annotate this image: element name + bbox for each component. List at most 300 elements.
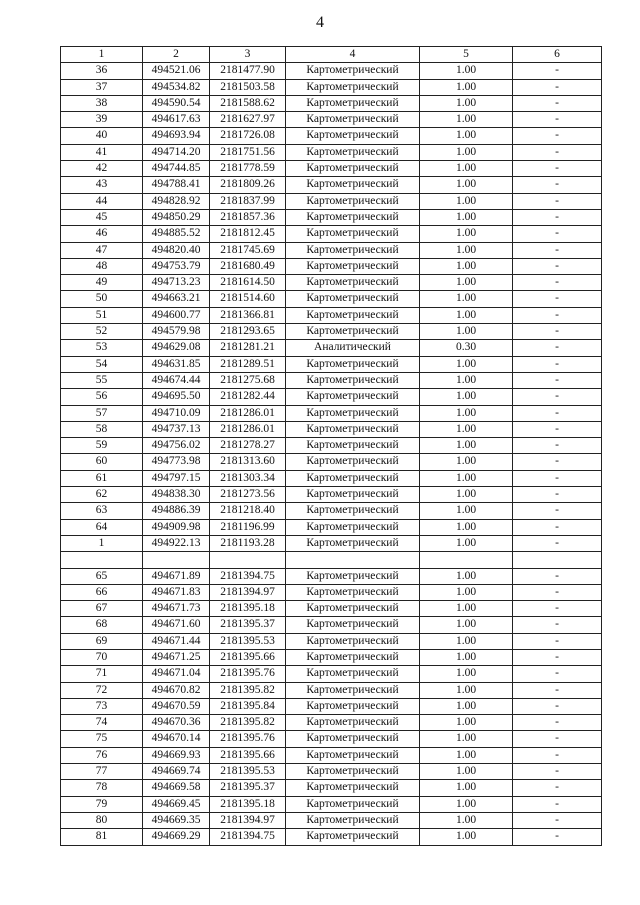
method-cell: Картометрический: [286, 405, 420, 421]
accuracy-cell: 1.00: [420, 731, 513, 747]
x-coordinate-cell: 494534.82: [143, 79, 210, 95]
note-cell: -: [513, 829, 602, 845]
x-coordinate-cell: 494838.30: [143, 487, 210, 503]
note-cell: -: [513, 731, 602, 747]
note-cell: -: [513, 372, 602, 388]
accuracy-cell: 1.00: [420, 226, 513, 242]
x-coordinate-cell: 494693.94: [143, 128, 210, 144]
method-cell: Картометрический: [286, 372, 420, 388]
accuracy-cell: 1.00: [420, 421, 513, 437]
point-number-cell: 52: [61, 324, 143, 340]
y-coordinate-cell: [210, 552, 286, 568]
x-coordinate-cell: 494671.04: [143, 666, 210, 682]
method-cell: [286, 552, 420, 568]
x-coordinate-cell: 494909.98: [143, 519, 210, 535]
method-cell: Картометрический: [286, 649, 420, 665]
note-cell: -: [513, 63, 602, 79]
table-row: [61, 796, 602, 812]
method-cell: Картометрический: [286, 747, 420, 763]
point-number-cell: 74: [61, 715, 143, 731]
x-coordinate-cell: 494670.36: [143, 715, 210, 731]
accuracy-cell: 1.00: [420, 601, 513, 617]
coordinates-table: [60, 46, 602, 846]
method-cell: Картометрический: [286, 307, 420, 323]
point-number-cell: 54: [61, 356, 143, 372]
table-row: [61, 356, 602, 372]
point-number-cell: 44: [61, 193, 143, 209]
point-number-cell: 76: [61, 747, 143, 763]
y-coordinate-cell: 2181394.75: [210, 568, 286, 584]
x-coordinate-cell: 494590.54: [143, 95, 210, 111]
y-coordinate-cell: 2181395.66: [210, 747, 286, 763]
x-coordinate-cell: 494820.40: [143, 242, 210, 258]
note-cell: -: [513, 258, 602, 274]
y-coordinate-cell: 2181394.97: [210, 584, 286, 600]
note-cell: -: [513, 405, 602, 421]
table-row: [61, 275, 602, 291]
method-cell: Картометрический: [286, 568, 420, 584]
y-coordinate-cell: 2181218.40: [210, 503, 286, 519]
point-number-cell: 46: [61, 226, 143, 242]
table-row: [61, 438, 602, 454]
x-coordinate-cell: 494671.25: [143, 649, 210, 665]
page-number: 4: [316, 14, 324, 31]
table-row: [61, 242, 602, 258]
table-row: [61, 177, 602, 193]
x-coordinate-cell: 494744.85: [143, 161, 210, 177]
accuracy-cell: 1.00: [420, 112, 513, 128]
point-number-cell: 78: [61, 780, 143, 796]
method-cell: Картометрический: [286, 519, 420, 535]
point-number-cell: 81: [61, 829, 143, 845]
x-coordinate-cell: 494714.20: [143, 144, 210, 160]
accuracy-cell: 1.00: [420, 747, 513, 763]
note-cell: -: [513, 421, 602, 437]
x-coordinate-cell: 494669.58: [143, 780, 210, 796]
x-coordinate-cell: 494713.23: [143, 275, 210, 291]
point-number-cell: 50: [61, 291, 143, 307]
x-coordinate-cell: 494671.60: [143, 617, 210, 633]
note-cell: -: [513, 454, 602, 470]
table-row: [61, 617, 602, 633]
accuracy-cell: 1.00: [420, 193, 513, 209]
note-cell: -: [513, 764, 602, 780]
point-number-cell: 57: [61, 405, 143, 421]
x-coordinate-cell: 494631.85: [143, 356, 210, 372]
x-coordinate-cell: 494669.35: [143, 812, 210, 828]
point-number-cell: 65: [61, 568, 143, 584]
point-number-cell: 1: [61, 535, 143, 551]
accuracy-cell: 1.00: [420, 698, 513, 714]
y-coordinate-cell: 2181395.37: [210, 780, 286, 796]
note-cell: -: [513, 649, 602, 665]
x-coordinate-cell: 494671.83: [143, 584, 210, 600]
point-number-cell: 48: [61, 258, 143, 274]
accuracy-cell: 1.00: [420, 356, 513, 372]
y-coordinate-cell: 2181303.34: [210, 470, 286, 486]
note-cell: -: [513, 291, 602, 307]
method-cell: Картометрический: [286, 633, 420, 649]
point-number-cell: 58: [61, 421, 143, 437]
table-row: [61, 209, 602, 225]
method-cell: Картометрический: [286, 193, 420, 209]
point-number-cell: 72: [61, 682, 143, 698]
accuracy-cell: 1.00: [420, 372, 513, 388]
accuracy-cell: 1.00: [420, 128, 513, 144]
method-cell: Картометрический: [286, 258, 420, 274]
header-cell: 5: [420, 47, 513, 63]
point-number-cell: 62: [61, 487, 143, 503]
accuracy-cell: 1.00: [420, 633, 513, 649]
header-cell: 6: [513, 47, 602, 63]
table-row: [61, 568, 602, 584]
accuracy-cell: 1.00: [420, 666, 513, 682]
note-cell: -: [513, 112, 602, 128]
method-cell: Картометрический: [286, 584, 420, 600]
x-coordinate-cell: 494579.98: [143, 324, 210, 340]
y-coordinate-cell: 2181726.08: [210, 128, 286, 144]
method-cell: Картометрический: [286, 796, 420, 812]
point-number-cell: 67: [61, 601, 143, 617]
note-cell: -: [513, 389, 602, 405]
accuracy-cell: 1.00: [420, 503, 513, 519]
table-row: [61, 112, 602, 128]
x-coordinate-cell: 494828.92: [143, 193, 210, 209]
method-cell: Картометрический: [286, 764, 420, 780]
x-coordinate-cell: 494670.14: [143, 731, 210, 747]
point-number-cell: 56: [61, 389, 143, 405]
table-row: [61, 731, 602, 747]
table-row: [61, 503, 602, 519]
table-row: [61, 193, 602, 209]
method-cell: Картометрический: [286, 112, 420, 128]
point-number-cell: 39: [61, 112, 143, 128]
y-coordinate-cell: 2181751.56: [210, 144, 286, 160]
note-cell: -: [513, 95, 602, 111]
note-cell: -: [513, 177, 602, 193]
point-number-cell: 43: [61, 177, 143, 193]
x-coordinate-cell: 494521.06: [143, 63, 210, 79]
y-coordinate-cell: 2181680.49: [210, 258, 286, 274]
accuracy-cell: 1.00: [420, 177, 513, 193]
x-coordinate-cell: 494671.44: [143, 633, 210, 649]
accuracy-cell: 0.30: [420, 340, 513, 356]
table-row: [61, 79, 602, 95]
y-coordinate-cell: 2181837.99: [210, 193, 286, 209]
y-coordinate-cell: 2181614.50: [210, 275, 286, 291]
method-cell: Картометрический: [286, 389, 420, 405]
accuracy-cell: [420, 552, 513, 568]
note-cell: -: [513, 487, 602, 503]
y-coordinate-cell: 2181809.26: [210, 177, 286, 193]
accuracy-cell: 1.00: [420, 95, 513, 111]
accuracy-cell: 1.00: [420, 764, 513, 780]
y-coordinate-cell: 2181395.82: [210, 682, 286, 698]
method-cell: Картометрический: [286, 666, 420, 682]
point-number-cell: 73: [61, 698, 143, 714]
y-coordinate-cell: 2181778.59: [210, 161, 286, 177]
x-coordinate-cell: 494669.74: [143, 764, 210, 780]
method-cell: Картометрический: [286, 454, 420, 470]
table-row: [61, 715, 602, 731]
x-coordinate-cell: 494886.39: [143, 503, 210, 519]
y-coordinate-cell: 2181275.68: [210, 372, 286, 388]
table-row: [61, 95, 602, 111]
point-number-cell: 41: [61, 144, 143, 160]
header-cell: 3: [210, 47, 286, 63]
y-coordinate-cell: 2181395.82: [210, 715, 286, 731]
note-cell: -: [513, 601, 602, 617]
accuracy-cell: 1.00: [420, 63, 513, 79]
x-coordinate-cell: 494670.82: [143, 682, 210, 698]
note-cell: -: [513, 519, 602, 535]
point-number-cell: 51: [61, 307, 143, 323]
method-cell: Картометрический: [286, 275, 420, 291]
table-row: [61, 780, 602, 796]
table-row: [61, 682, 602, 698]
note-cell: -: [513, 796, 602, 812]
x-coordinate-cell: 494773.98: [143, 454, 210, 470]
accuracy-cell: 1.00: [420, 617, 513, 633]
note-cell: -: [513, 193, 602, 209]
header-cell: 4: [286, 47, 420, 63]
note-cell: -: [513, 780, 602, 796]
table-row: [61, 324, 602, 340]
point-number-cell: 40: [61, 128, 143, 144]
accuracy-cell: 1.00: [420, 242, 513, 258]
note-cell: -: [513, 275, 602, 291]
table-row: [61, 405, 602, 421]
table-row: [61, 144, 602, 160]
y-coordinate-cell: 2181627.97: [210, 112, 286, 128]
method-cell: Картометрический: [286, 438, 420, 454]
note-cell: -: [513, 503, 602, 519]
x-coordinate-cell: 494669.29: [143, 829, 210, 845]
y-coordinate-cell: 2181394.75: [210, 829, 286, 845]
accuracy-cell: 1.00: [420, 209, 513, 225]
accuracy-cell: 1.00: [420, 649, 513, 665]
x-coordinate-cell: 494922.13: [143, 535, 210, 551]
y-coordinate-cell: 2181395.53: [210, 764, 286, 780]
method-cell: Аналитический: [286, 340, 420, 356]
y-coordinate-cell: 2181503.58: [210, 79, 286, 95]
method-cell: Картометрический: [286, 617, 420, 633]
y-coordinate-cell: 2181286.01: [210, 405, 286, 421]
table-row: [61, 552, 602, 568]
x-coordinate-cell: 494674.44: [143, 372, 210, 388]
y-coordinate-cell: 2181281.21: [210, 340, 286, 356]
x-coordinate-cell: 494670.59: [143, 698, 210, 714]
method-cell: Картометрический: [286, 487, 420, 503]
note-cell: -: [513, 226, 602, 242]
y-coordinate-cell: 2181395.53: [210, 633, 286, 649]
accuracy-cell: 1.00: [420, 812, 513, 828]
accuracy-cell: 1.00: [420, 324, 513, 340]
x-coordinate-cell: 494885.52: [143, 226, 210, 242]
note-cell: -: [513, 715, 602, 731]
point-number-cell: 68: [61, 617, 143, 633]
note-cell: -: [513, 307, 602, 323]
point-number-cell: [61, 552, 143, 568]
note-cell: -: [513, 340, 602, 356]
point-number-cell: 69: [61, 633, 143, 649]
note-cell: -: [513, 617, 602, 633]
y-coordinate-cell: 2181395.18: [210, 601, 286, 617]
note-cell: -: [513, 209, 602, 225]
note-cell: -: [513, 161, 602, 177]
method-cell: Картометрический: [286, 63, 420, 79]
x-coordinate-cell: 494600.77: [143, 307, 210, 323]
table-row: [61, 226, 602, 242]
point-number-cell: 53: [61, 340, 143, 356]
point-number-cell: 75: [61, 731, 143, 747]
accuracy-cell: 1.00: [420, 79, 513, 95]
table-row: [61, 829, 602, 845]
method-cell: Картометрический: [286, 226, 420, 242]
method-cell: Картометрический: [286, 161, 420, 177]
table-row: [61, 601, 602, 617]
header-cell: 2: [143, 47, 210, 63]
x-coordinate-cell: 494663.21: [143, 291, 210, 307]
point-number-cell: 80: [61, 812, 143, 828]
point-number-cell: 38: [61, 95, 143, 111]
table-row: [61, 535, 602, 551]
table-row: [61, 63, 602, 79]
y-coordinate-cell: 2181366.81: [210, 307, 286, 323]
table-row: [61, 633, 602, 649]
method-cell: Картометрический: [286, 324, 420, 340]
method-cell: Картометрический: [286, 601, 420, 617]
method-cell: Картометрический: [286, 209, 420, 225]
table-row: [61, 161, 602, 177]
y-coordinate-cell: 2181289.51: [210, 356, 286, 372]
table-body: [61, 63, 602, 845]
method-cell: Картометрический: [286, 291, 420, 307]
note-cell: -: [513, 128, 602, 144]
point-number-cell: 60: [61, 454, 143, 470]
note-cell: -: [513, 682, 602, 698]
y-coordinate-cell: 2181282.44: [210, 389, 286, 405]
table-row: [61, 421, 602, 437]
y-coordinate-cell: 2181514.60: [210, 291, 286, 307]
x-coordinate-cell: [143, 552, 210, 568]
note-cell: -: [513, 535, 602, 551]
table-row: [61, 487, 602, 503]
y-coordinate-cell: 2181812.45: [210, 226, 286, 242]
point-number-cell: 64: [61, 519, 143, 535]
x-coordinate-cell: 494710.09: [143, 405, 210, 421]
method-cell: Картометрический: [286, 421, 420, 437]
accuracy-cell: 1.00: [420, 780, 513, 796]
method-cell: Картометрический: [286, 682, 420, 698]
y-coordinate-cell: 2181395.84: [210, 698, 286, 714]
accuracy-cell: 1.00: [420, 682, 513, 698]
x-coordinate-cell: 494850.29: [143, 209, 210, 225]
method-cell: Картометрический: [286, 812, 420, 828]
point-number-cell: 66: [61, 584, 143, 600]
x-coordinate-cell: 494788.41: [143, 177, 210, 193]
method-cell: Картометрический: [286, 128, 420, 144]
y-coordinate-cell: 2181193.28: [210, 535, 286, 551]
note-cell: -: [513, 747, 602, 763]
point-number-cell: 77: [61, 764, 143, 780]
x-coordinate-cell: 494797.15: [143, 470, 210, 486]
method-cell: Картометрический: [286, 79, 420, 95]
x-coordinate-cell: 494695.50: [143, 389, 210, 405]
table-header-row: [61, 47, 602, 63]
method-cell: Картометрический: [286, 177, 420, 193]
accuracy-cell: 1.00: [420, 796, 513, 812]
method-cell: Картометрический: [286, 356, 420, 372]
note-cell: -: [513, 584, 602, 600]
accuracy-cell: 1.00: [420, 584, 513, 600]
accuracy-cell: 1.00: [420, 161, 513, 177]
point-number-cell: 55: [61, 372, 143, 388]
method-cell: Картометрический: [286, 731, 420, 747]
point-number-cell: 61: [61, 470, 143, 486]
x-coordinate-cell: 494671.73: [143, 601, 210, 617]
table-row: [61, 470, 602, 486]
table-row: [61, 584, 602, 600]
table-row: [61, 812, 602, 828]
y-coordinate-cell: 2181588.62: [210, 95, 286, 111]
x-coordinate-cell: 494753.79: [143, 258, 210, 274]
point-number-cell: 47: [61, 242, 143, 258]
x-coordinate-cell: 494629.08: [143, 340, 210, 356]
note-cell: -: [513, 666, 602, 682]
method-cell: Картометрический: [286, 535, 420, 551]
table-row: [61, 649, 602, 665]
accuracy-cell: 1.00: [420, 454, 513, 470]
accuracy-cell: 1.00: [420, 438, 513, 454]
method-cell: Картометрический: [286, 503, 420, 519]
note-cell: -: [513, 144, 602, 160]
note-cell: -: [513, 324, 602, 340]
accuracy-cell: 1.00: [420, 258, 513, 274]
accuracy-cell: 1.00: [420, 275, 513, 291]
table-row: [61, 372, 602, 388]
note-cell: -: [513, 812, 602, 828]
x-coordinate-cell: 494669.45: [143, 796, 210, 812]
note-cell: [513, 552, 602, 568]
method-cell: Картометрический: [286, 715, 420, 731]
table-row: [61, 519, 602, 535]
table-row: [61, 454, 602, 470]
note-cell: -: [513, 470, 602, 486]
method-cell: Картометрический: [286, 470, 420, 486]
table-row: [61, 307, 602, 323]
y-coordinate-cell: 2181286.01: [210, 421, 286, 437]
note-cell: -: [513, 698, 602, 714]
y-coordinate-cell: 2181394.97: [210, 812, 286, 828]
method-cell: Картометрический: [286, 95, 420, 111]
y-coordinate-cell: 2181395.66: [210, 649, 286, 665]
y-coordinate-cell: 2181477.90: [210, 63, 286, 79]
table-row: [61, 291, 602, 307]
accuracy-cell: 1.00: [420, 405, 513, 421]
accuracy-cell: 1.00: [420, 144, 513, 160]
method-cell: Картометрический: [286, 242, 420, 258]
accuracy-cell: 1.00: [420, 291, 513, 307]
x-coordinate-cell: 494669.93: [143, 747, 210, 763]
y-coordinate-cell: 2181395.76: [210, 666, 286, 682]
table-row: [61, 698, 602, 714]
x-coordinate-cell: 494671.89: [143, 568, 210, 584]
y-coordinate-cell: 2181395.37: [210, 617, 286, 633]
point-number-cell: 59: [61, 438, 143, 454]
x-coordinate-cell: 494617.63: [143, 112, 210, 128]
point-number-cell: 70: [61, 649, 143, 665]
